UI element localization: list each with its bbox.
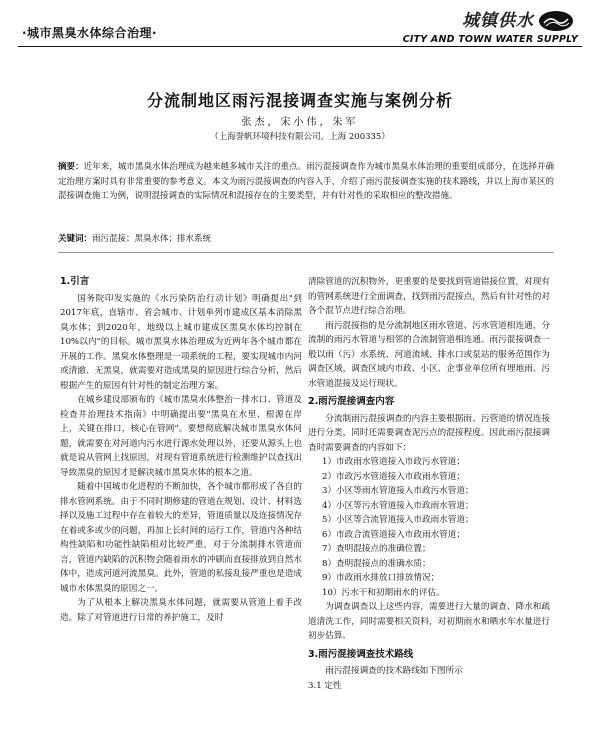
- paragraph: 雨污混接调查的技术路线如下图所示: [325, 666, 463, 676]
- abstract-label: 摘要：: [58, 162, 84, 172]
- list-item: 2）市政污水管道接入市政雨水管道；: [322, 471, 465, 482]
- paragraph-continued: 清除管道的沉积物外，更重要的是要找到管道错接位置，对现有的管网系统进行全面调查，找到雨污混接点，然后有针对性的对各个混节点进行综合治理。: [308, 277, 550, 316]
- header-rule: [18, 46, 582, 47]
- list-item: 5）小区等合流管道接入市政雨水管道；: [322, 515, 474, 525]
- abstract-text: 近年来，城市黑臭水体治理成为越来越多城市关注的重点。雨污混接调查作为城市黑臭水体治理的重要组成部分，在选择并确定治理方案时具有非常重要的参考意义。本文为雨污混接调查的内容入手，介绍了雨污混接调查实施的技术路线，并以上海市某区的混接调查施工为例，说明混接调查的实际情况和混接存在的主要类型，并有针对性的采取相应的整改措施。: [58, 162, 554, 201]
- list-item: 10）污水干和初期雨水的评估。: [322, 587, 445, 598]
- section-heading-technical-route: 3.雨污混接调查技术路线: [308, 648, 414, 660]
- section-heading-survey-content: 2.雨污混接调查内容: [308, 396, 395, 407]
- article-title: 分流制地区雨污混接调查实施与案例分析: [146, 91, 453, 110]
- paragraph: 在城乡建设部颁布的《城市黑臭水体整治－排水口、管道及检查井治理技术指南》中明确提出要"黑臭在水里、根源在岸上，关键在排口，核心在管网"。要想彻底解决城市黑臭水体问题，就需要在对河道内污水进行源水处理以外，还要从源头上也就是说从管网上找原因，对现有管道系统进行检测维护以查找出导致黑臭的原因才是解决城市黑臭水体的根本之道。: [60, 395, 302, 478]
- list-item: 6）市政合流管道接入市政雨水管道；: [322, 529, 465, 540]
- logo-chinese-text: 城镇供水: [462, 11, 534, 31]
- article-affiliation: （上海誉帆环境科技有限公司，上海 200335）: [210, 132, 390, 142]
- water-drop-logo-icon: [538, 10, 574, 32]
- list-item: 8）查明混接点的准确水质；: [322, 558, 431, 569]
- paragraph: 分流制雨污混接调查的内容主要根据雨、污管道的情况连接进行分类，同时还需要调查泥污点的混接程度。因此雨污混接调查时需要调查的内容如下：: [308, 413, 550, 453]
- section-label: ·城市黑臭水体综合治理·: [22, 26, 158, 40]
- list-item: 9）市政雨水排放口排放情况；: [322, 573, 440, 583]
- list-item: 7）查明混接点的准确位置；: [322, 544, 431, 554]
- right-column: [308, 275, 550, 693]
- keywords-text: 雨污混接；黑臭水体；排水系统: [92, 234, 212, 244]
- paragraph: 国务院印发实施的《水污染防治行动计划》明确提出"到2017年底，直辖市、省会城市、计划单列市建成区基本消除黑臭水体；到2020年，地级以上城市建成区黑臭水体均控制在10%以内"的目标。城市黑臭水体治理成为近两年各个城市都在开展的工作。黑臭水体整理是一项系统的工程，要实现城市内河或清澈、无黑臭，就需要对造成黑臭的原因进行综合分析，然后根据产生的原因有针对性的制定治理方案。: [60, 293, 302, 391]
- section-heading-intro: 1.引言: [60, 276, 90, 287]
- paragraph: 为调查调查以上这些内容，需要进行大量的调查、降水和疏道清洗工作，同时需要相关资料，对初期雨水和晒水车水量进行初步估算。: [308, 602, 550, 641]
- survey-content-list: [308, 455, 550, 600]
- abstract-divider: [58, 252, 554, 253]
- keywords-label: 关键词：: [58, 234, 93, 244]
- subsection-heading: 3.1 定性: [308, 680, 342, 691]
- list-item: 3）小区等雨水管道接入市政污水管道；: [322, 486, 474, 496]
- paragraph: 随着中国城市化进程的不断加快，各个城市都形成了各自的排水管网系统。由于不同时期修建的管道在规划、设计、材料选择以及施工过程中存在着较大的差异，管道质量以及连接情况存在着或多或少的问题，再加上长时间的运行工作，管道内各种结构性缺陷和功能性缺陷相对比较严重，对于分流制排水管道而言，管道内缺陷的沉积物会随着雨水的冲刷而直接排放到自然水体中，造成河道河流黑臭。此外，管道的私接乱接严重也是造成城市水体黑臭的原因之一。: [60, 482, 302, 594]
- abstract: [58, 160, 554, 204]
- paragraph: 雨污混接指的是分流制地区雨水管道、污水管道相连通，分流制的雨污水管道与相邻的合流制管道相连通。雨污混接调查一般以雨（污）水系统、河道流域、排水口或泵站的服务范围作为调查区域，调查区域内市政、小区、企事业单位所有埋地雨、污水管道混接及运行现状。: [308, 320, 550, 389]
- keywords: [58, 232, 554, 244]
- paragraph: 为了从根本上解决黑臭水体问题，就需要从管道上着手改造。除了对管道进行日常的养护施工，及时: [60, 598, 302, 623]
- list-item: 1）市政雨水管道接入市政污水管道；: [322, 457, 465, 467]
- list-item: 4）小区等污水管道接入市政雨水管道；: [322, 500, 474, 511]
- left-column: [60, 275, 302, 625]
- article-authors: 张杰，宋小伟，朱军: [241, 117, 359, 128]
- logo-english-text: CITY AND TOWN WATER SUPPLY: [402, 34, 578, 45]
